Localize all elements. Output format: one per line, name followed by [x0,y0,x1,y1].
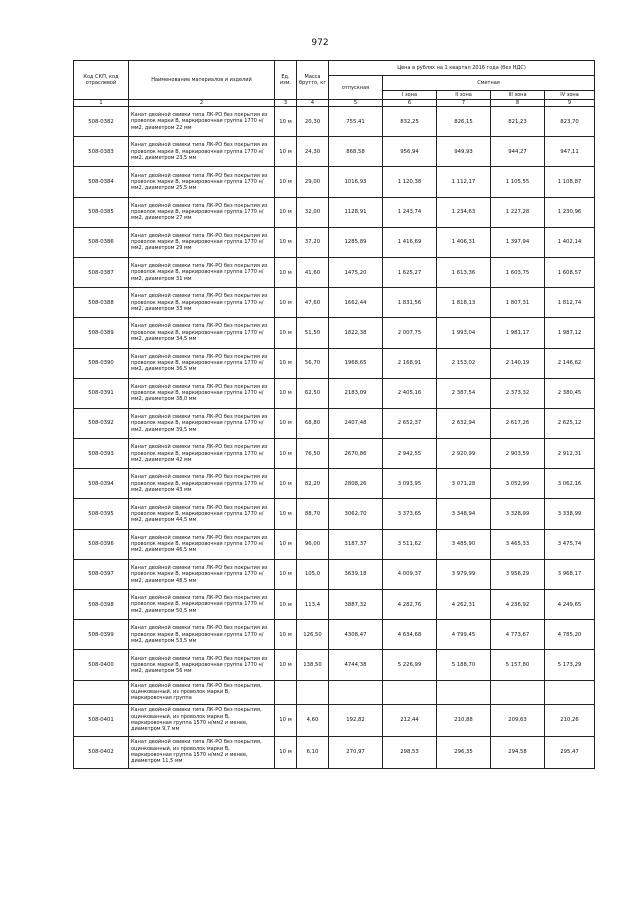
cell-zone-4: 3 968,17 [545,559,595,589]
table-body [74,107,595,769]
cell-zone-1: 3 093,95 [383,469,437,499]
table-row [74,137,595,167]
cell-mass: 138,50 [297,650,329,680]
cell-mass: 47,60 [297,288,329,318]
cell-otpusknaya: 868,58 [329,137,383,167]
cell-mass: 88,70 [297,499,329,529]
cell-code: 508-0399 [74,620,129,650]
cell-otpusknaya: 1016,93 [329,167,383,197]
cell-zone-4: 3 062,16 [545,469,595,499]
cell-unit: 10 м [275,408,297,438]
column-index-cell: 6 [383,100,437,107]
table-row [74,469,595,499]
cell-zone-4: 210,26 [545,704,595,736]
cell-unit: 10 м [275,736,297,768]
cell-unit: 10 м [275,107,297,137]
cell-zone-1: 832,25 [383,107,437,137]
cell-code: 508-0390 [74,348,129,378]
cell-zone-4: 2 625,12 [545,408,595,438]
cell-zone-2: 949,93 [437,137,491,167]
cell-mass: 51,50 [297,318,329,348]
cell-zone-1: 4 009,37 [383,559,437,589]
cell-zone-1: 1 416,69 [383,227,437,257]
cell-mass: 105,0 [297,559,329,589]
cell-code: 508-0401 [74,704,129,736]
cell-otpusknaya: 3639,18 [329,559,383,589]
cell-unit: 10 м [275,227,297,257]
cell-otpusknaya: 1475,20 [329,257,383,287]
cell-zone-2: 3 485,90 [437,529,491,559]
cell-zone-4: 5 173,29 [545,650,595,680]
cell-unit: 10 м [275,469,297,499]
cell-name: Канат двойной свивки типа ЛК-РО без покрытия из проволок марки В, маркировочная группа 1770 н/мм2, диаметром 23,5 мм [129,137,275,167]
cell-zone-3: 2 140,19 [491,348,545,378]
cell-name: Канат двойной свивки типа ЛК-РО без покрытия из проволок марки В, маркировочная группа 1770 н/мм2, диаметром 50,5 мм [129,590,275,620]
cell-zone-1: 2 652,37 [383,408,437,438]
cell-unit: 10 м [275,137,297,167]
table-row [74,318,595,348]
table-row [74,650,595,680]
cell-otpusknaya: 3062,70 [329,499,383,529]
cell-zone-2 [437,680,491,704]
cell-mass: 62,50 [297,378,329,408]
cell-zone-4: 2 146,62 [545,348,595,378]
cell-mass: 68,80 [297,408,329,438]
cell-otpusknaya: 1285,89 [329,227,383,257]
cell-unit: 10 м [275,559,297,589]
cell-zone-3: 3 956,29 [491,559,545,589]
cell-zone-1: 1 831,56 [383,288,437,318]
cell-code: 508-0387 [74,257,129,287]
cell-zone-1: 212,44 [383,704,437,736]
cell-zone-1: 2 942,55 [383,439,437,469]
cell-name: Канат двойной свивки типа ЛК-РО без покрытия из проволок марки В, маркировочная группа 1770 н/мм2, диаметром 34,5 мм [129,318,275,348]
cell-zone-4: 2 380,45 [545,378,595,408]
cell-otpusknaya: 3187,37 [329,529,383,559]
cell-name: Канат двойной свивки типа ЛК-РО без покрытия из проволок марки В, маркировочная группа 1770 н/мм2, диаметром 36,5 мм [129,348,275,378]
cell-otpusknaya: 4308,47 [329,620,383,650]
cell-zone-2: 826,15 [437,107,491,137]
column-index-row [74,100,595,107]
cell-zone-1: 4 634,68 [383,620,437,650]
cell-unit: 10 м [275,704,297,736]
cell-mass: 32,00 [297,197,329,227]
cell-code: 508-0385 [74,197,129,227]
cell-name: Канат двойной свивки типа ЛК-РО без покрытия из проволок марки В, маркировочная группа 1770 н/мм2, диаметром 27 мм [129,197,275,227]
cell-otpusknaya: 2808,26 [329,469,383,499]
cell-mass: 82,20 [297,469,329,499]
cell-name: Канат двойной свивки типа ЛК-РО без покрытия из проволок марки В, маркировочная группа 1770 н/мм2, диаметром 53,5 мм [129,620,275,650]
table-row [74,529,595,559]
cell-otpusknaya: 4744,38 [329,650,383,680]
cell-zone-2: 3 979,99 [437,559,491,589]
cell-name: Канат двойной свивки типа ЛК-РО без покрытия из проволок марки В, маркировочная группа 1770 н/мм2, диаметром 56 мм [129,650,275,680]
header-code: Код СКП, код отраслевой [74,61,129,100]
cell-unit: 10 м [275,167,297,197]
cell-unit: 10 м [275,288,297,318]
table-row [74,439,595,469]
cell-mass: 96,00 [297,529,329,559]
cell-name: Канат двойной свивки типа ЛК-РО без покрытия из проволок марки В, маркировочная группа 1770 н/мм2, диаметром 42 мм [129,439,275,469]
table-row [74,227,595,257]
cell-zone-2: 1 818,13 [437,288,491,318]
cell-name: Канат двойной свивки типа ЛК-РО без покрытия, оцинкованный, из проволок марки В, маркировочная группа 1570 н/мм2 и менее, диаметром 9,7 мм [129,704,275,736]
cell-zone-2: 4 262,31 [437,590,491,620]
cell-zone-2: 1 406,31 [437,227,491,257]
table-row [74,408,595,438]
cell-zone-3: 1 603,75 [491,257,545,287]
cell-name: Канат двойной свивки типа ЛК-РО без покрытия из проволок марки В, маркировочная группа 1770 н/мм2, диаметром 39,5 мм [129,408,275,438]
cell-unit: 10 м [275,620,297,650]
cell-mass: 24,30 [297,137,329,167]
cell-name: Канат двойной свивки типа ЛК-РО без покрытия из проволок марки В, маркировочная группа 1770 н/мм2, диаметром 25,5 мм [129,167,275,197]
cell-name: Канат двойной свивки типа ЛК-РО без покрытия из проволок марки В, маркировочная группа 1770 н/мм2, диаметром 33 мм [129,288,275,318]
cell-zone-3: 1 981,17 [491,318,545,348]
cell-code: 508-0398 [74,590,129,620]
column-index-cell: 2 [129,100,275,107]
cell-mass: 56,70 [297,348,329,378]
column-index-cell: 9 [545,100,595,107]
header-zone-2: II зона [437,91,491,100]
cell-code: 508-0396 [74,529,129,559]
table-row [74,348,595,378]
cell-otpusknaya: 1822,38 [329,318,383,348]
cell-zone-3: 5 157,80 [491,650,545,680]
table-row [74,499,595,529]
cell-name: Канат двойной свивки типа ЛК-РО без покрытия, оцинкованный, из проволок марки В, маркировочная группа 1570 н/мм2 и менее, диаметром 11,5 мм [129,736,275,768]
cell-mass [297,680,329,704]
cell-otpusknaya: 1968,65 [329,348,383,378]
cell-code: 508-0394 [74,469,129,499]
cell-zone-3: 3 328,99 [491,499,545,529]
header-smetnaya: Сметная [383,76,595,91]
cell-otpusknaya: 2407,48 [329,408,383,438]
cell-zone-4: 823,70 [545,107,595,137]
table-row [74,590,595,620]
cell-zone-2: 2 153,02 [437,348,491,378]
cell-zone-3: 821,23 [491,107,545,137]
table-row [74,167,595,197]
cell-zone-3: 294,58 [491,736,545,768]
cell-zone-4: 2 912,31 [545,439,595,469]
table-row [74,378,595,408]
table-row [74,107,595,137]
header-zone-4: IV зона [545,91,595,100]
cell-otpusknaya: 2670,86 [329,439,383,469]
cell-otpusknaya [329,680,383,704]
cell-unit [275,680,297,704]
cell-name: Канат двойной свивки типа ЛК-РО без покрытия из проволок марки В, маркировочная группа 1770 н/мм2, диаметром 43 мм [129,469,275,499]
cell-zone-4: 4 785,20 [545,620,595,650]
cell-mass: 126,50 [297,620,329,650]
cell-zone-1: 2 168,91 [383,348,437,378]
cell-zone-2: 3 071,28 [437,469,491,499]
cell-mass: 76,50 [297,439,329,469]
header-zone-3: III зона [491,91,545,100]
cell-code: 508-0393 [74,439,129,469]
cell-zone-4: 4 249,65 [545,590,595,620]
cell-code: 508-0388 [74,288,129,318]
cell-zone-1: 2 405,16 [383,378,437,408]
cell-zone-3: 1 227,28 [491,197,545,227]
column-index-cell: 8 [491,100,545,107]
cell-zone-2: 5 188,70 [437,650,491,680]
cell-zone-3 [491,680,545,704]
cell-zone-4 [545,680,595,704]
cell-zone-2: 1 112,17 [437,167,491,197]
cell-name: Канат двойной свивки типа ЛК-РО без покрытия, оцинкованный, из проволок марки В, маркировочная группа [129,680,275,704]
cell-unit: 10 м [275,197,297,227]
cell-zone-4: 3 475,74 [545,529,595,559]
cell-zone-3: 944,27 [491,137,545,167]
cell-zone-1: 2 007,75 [383,318,437,348]
cell-mass: 41,60 [297,257,329,287]
cell-unit: 10 м [275,529,297,559]
cell-unit: 10 м [275,499,297,529]
cell-unit: 10 м [275,318,297,348]
cell-zone-1 [383,680,437,704]
cell-name: Канат двойной свивки типа ЛК-РО без покрытия из проволок марки В, маркировочная группа 1770 н/мм2, диаметром 22 мм [129,107,275,137]
cell-unit: 10 м [275,257,297,287]
cell-zone-4: 1 812,74 [545,288,595,318]
cell-unit: 10 м [275,378,297,408]
cell-zone-2: 2 632,94 [437,408,491,438]
header-zone-1: I зона [383,91,437,100]
cell-zone-4: 1 230,96 [545,197,595,227]
cell-name: Канат двойной свивки типа ЛК-РО без покрытия из проволок марки В, маркировочная группа 1770 н/мм2, диаметром 38,0 мм [129,378,275,408]
cell-zone-1: 1 625,27 [383,257,437,287]
cell-code: 508-0392 [74,408,129,438]
cell-zone-3: 2 903,59 [491,439,545,469]
cell-code: 508-0400 [74,650,129,680]
column-index-cell: 7 [437,100,491,107]
cell-zone-1: 1 243,74 [383,197,437,227]
cell-zone-2: 2 920,99 [437,439,491,469]
cell-code: 508-0384 [74,167,129,197]
cell-zone-3: 3 052,99 [491,469,545,499]
column-index-cell: 3 [275,100,297,107]
cell-zone-4: 1 987,12 [545,318,595,348]
cell-zone-1: 956,94 [383,137,437,167]
cell-mass: 29,00 [297,167,329,197]
cell-zone-4: 1 608,57 [545,257,595,287]
cell-zone-2: 4 799,45 [437,620,491,650]
cell-code: 508-0382 [74,107,129,137]
header-unit: Ед. изм. [275,61,297,100]
cell-zone-2: 1 234,63 [437,197,491,227]
cell-zone-4: 947,11 [545,137,595,167]
table-row [74,197,595,227]
cell-zone-4: 1 108,87 [545,167,595,197]
cell-otpusknaya: 1662,44 [329,288,383,318]
cell-name: Канат двойной свивки типа ЛК-РО без покрытия из проволок марки В, маркировочная группа 1770 н/мм2, диаметром 44,5 мм [129,499,275,529]
cell-zone-1: 4 282,76 [383,590,437,620]
cell-zone-3: 1 807,31 [491,288,545,318]
cell-zone-3: 1 105,55 [491,167,545,197]
cell-code [74,680,129,704]
table-row [74,257,595,287]
column-index-cell: 4 [297,100,329,107]
cell-zone-1: 298,53 [383,736,437,768]
table-row [74,620,595,650]
cell-code: 508-0383 [74,137,129,167]
cell-name: Канат двойной свивки типа ЛК-РО без покрытия из проволок марки В, маркировочная группа 1770 н/мм2, диаметром 31 мм [129,257,275,287]
cell-code: 508-0395 [74,499,129,529]
cell-otpusknaya: 192,82 [329,704,383,736]
cell-zone-3: 1 397,94 [491,227,545,257]
cell-zone-2: 3 348,94 [437,499,491,529]
table-row [74,704,595,736]
cell-zone-1: 3 511,62 [383,529,437,559]
cell-code: 508-0397 [74,559,129,589]
header-price-group: Цена в рублях на 1 квартал 2016 года (без НДС) [329,61,595,76]
cell-zone-2: 1 613,36 [437,257,491,287]
cell-otpusknaya: 755,41 [329,107,383,137]
cell-name: Канат двойной свивки типа ЛК-РО без покрытия из проволок марки В, маркировочная группа 1770 н/мм2, диаметром 46,5 мм [129,529,275,559]
cell-code: 508-0391 [74,378,129,408]
cell-zone-2: 1 993,04 [437,318,491,348]
cell-name: Канат двойной свивки типа ЛК-РО без покрытия из проволок марки В, маркировочная группа 1770 н/мм2, диаметром 29 мм [129,227,275,257]
cell-unit: 10 м [275,590,297,620]
cell-unit: 10 м [275,348,297,378]
cell-zone-4: 3 338,99 [545,499,595,529]
table-row [74,559,595,589]
price-table [73,60,595,769]
cell-code: 508-0389 [74,318,129,348]
page-number: 972 [311,38,329,48]
cell-otpusknaya: 270,97 [329,736,383,768]
table-row [74,736,595,768]
header-otpusknaya: отпускная [329,76,383,100]
cell-mass: 37,20 [297,227,329,257]
column-index-cell: 1 [74,100,129,107]
cell-zone-1: 1 120,38 [383,167,437,197]
cell-zone-2: 210,88 [437,704,491,736]
cell-mass: 20,30 [297,107,329,137]
cell-zone-3: 2 373,32 [491,378,545,408]
column-index-cell: 5 [329,100,383,107]
table-row [74,288,595,318]
cell-zone-2: 2 387,54 [437,378,491,408]
cell-zone-4: 1 402,14 [545,227,595,257]
cell-otpusknaya: 2183,09 [329,378,383,408]
cell-zone-3: 4 236,92 [491,590,545,620]
cell-zone-1: 5 226,99 [383,650,437,680]
cell-unit: 10 м [275,650,297,680]
cell-code: 508-0386 [74,227,129,257]
header-name: Наименование материалов и изделий [129,61,275,100]
cell-zone-3: 2 617,26 [491,408,545,438]
header-mass: Масса брутто, кг [297,61,329,100]
cell-zone-3: 3 465,33 [491,529,545,559]
cell-otpusknaya: 3887,32 [329,590,383,620]
cell-name: Канат двойной свивки типа ЛК-РО без покрытия из проволок марки В, маркировочная группа 1770 н/мм2, диаметром 48,5 мм [129,559,275,589]
cell-mass: 4,60 [297,704,329,736]
cell-mass: 113,4 [297,590,329,620]
cell-zone-2: 296,35 [437,736,491,768]
cell-otpusknaya: 1128,91 [329,197,383,227]
cell-zone-3: 209,63 [491,704,545,736]
cell-zone-1: 3 373,65 [383,499,437,529]
cell-zone-4: 295,47 [545,736,595,768]
cell-unit: 10 м [275,439,297,469]
cell-code: 508-0402 [74,736,129,768]
cell-mass: 6,10 [297,736,329,768]
cell-zone-3: 4 773,67 [491,620,545,650]
table-row [74,680,595,704]
